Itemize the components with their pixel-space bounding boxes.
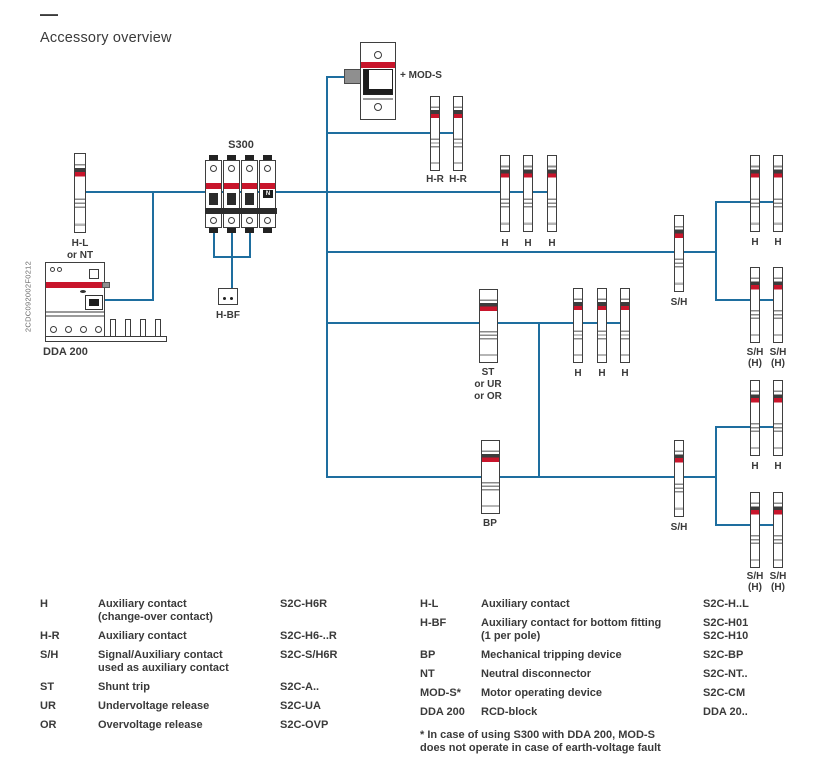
s300-pole-2	[223, 160, 240, 228]
device-hbf	[218, 288, 238, 305]
label-hr-2: H-R	[449, 174, 467, 185]
legend-row	[40, 681, 412, 694]
pole-red-band	[260, 183, 275, 189]
label-sh-rt-sub-2: (H)	[771, 358, 785, 369]
dda-red-band	[46, 282, 104, 288]
legend-code	[703, 706, 812, 719]
legend-desc	[98, 681, 280, 694]
legend-desc-line: used as auxiliary contact	[98, 662, 229, 674]
wire-mods-branch	[327, 76, 345, 78]
wire-hr-branch	[327, 132, 462, 134]
legend-desc-line: (1 per pole)	[481, 630, 541, 642]
legend-code-line: S2C-A..	[280, 681, 320, 693]
label-hbf: H-BF	[216, 310, 240, 321]
legend-abbr	[420, 649, 481, 662]
wire-main-bus	[86, 191, 557, 193]
label-sh-rt-sub-1: (H)	[748, 358, 762, 369]
legend-row	[420, 706, 812, 719]
legend-abbr-line: ST	[40, 681, 55, 693]
legend-abbr-line: MOD-S*	[420, 687, 461, 699]
pole-window	[210, 165, 217, 172]
wire-s300-drop1	[213, 232, 215, 258]
hbf-terminal-dot	[223, 297, 226, 300]
legend-code	[280, 700, 412, 713]
legend-code-line: S2C-H6-..R	[280, 630, 337, 642]
legend-code-line: S2C-OVP	[280, 719, 329, 731]
label-hr-1: H-R	[426, 174, 444, 185]
legend-desc	[481, 668, 703, 681]
wire-right-top-connector	[715, 201, 717, 301]
busbar-prong	[140, 319, 146, 337]
legend-desc	[481, 617, 703, 643]
busbar-rail	[45, 336, 167, 342]
dda-seam	[46, 311, 104, 313]
device-hr-2	[453, 96, 463, 171]
heading-dash: —	[40, 4, 58, 24]
pole-window	[246, 217, 253, 224]
terminal	[227, 228, 236, 233]
busbar-prong	[110, 319, 116, 337]
legend-code-line: S2C-H10	[703, 630, 749, 642]
s300-pole-1	[205, 160, 222, 228]
pole-window	[228, 165, 235, 172]
label-h-rt-1: H	[751, 237, 759, 248]
label-st-3: or OR	[474, 391, 502, 402]
legend-abbr-line: H-BF	[420, 617, 447, 629]
legend-code-line: DDA 20..	[703, 706, 748, 718]
legend-code	[703, 649, 812, 662]
pole-toggle	[227, 193, 236, 205]
legend-code	[703, 617, 812, 643]
legend-code	[280, 681, 412, 694]
legend-table-left	[40, 598, 412, 738]
pole-window	[228, 217, 235, 224]
wire-dda-vertical	[152, 191, 154, 301]
legend-abbr-line: UR	[40, 700, 56, 712]
legend-desc-line: Auxiliary contact for bottom fitting	[481, 617, 662, 629]
legend-abbr	[40, 649, 98, 675]
legend-abbr	[420, 706, 481, 719]
label-bp: BP	[483, 518, 497, 529]
legend-desc-line: Neutral disconnector	[481, 668, 592, 680]
legend-code-line: S2C-BP	[703, 649, 744, 661]
wire-s300-drop3	[249, 232, 251, 258]
legend-desc-line: Auxiliary contact	[98, 598, 187, 610]
device-s300-breaker	[205, 155, 277, 233]
legend-code-line: S2C-NT..	[703, 668, 748, 680]
device-hl-nt	[74, 153, 86, 233]
legend-code-line: S2C-H..L	[703, 598, 749, 610]
pole-red-band	[206, 183, 221, 189]
legend-code-line: S2C-CM	[703, 687, 746, 699]
device-sh-right-bottom-1	[750, 492, 760, 568]
label-h-mid-3: H	[621, 368, 629, 379]
label-h-top-2: H	[524, 238, 532, 249]
legend-code	[280, 719, 412, 732]
legend-code	[703, 668, 812, 681]
legend-row	[420, 598, 812, 611]
device-mods	[360, 42, 396, 120]
footnote-line: * In case of using S300 with DDA 200, MOD-S	[420, 729, 655, 741]
legend-abbr-line: S/H	[40, 649, 59, 661]
label-sh-upper: S/H	[670, 297, 688, 308]
mounting-hole	[374, 103, 382, 111]
document-code-vertical: 2CDC092002F0212	[23, 260, 33, 333]
legend-desc-line: RCD-block	[481, 706, 538, 718]
device-sh-right-bottom-2	[773, 492, 783, 568]
legend-desc	[481, 649, 703, 662]
page-title: Accessory overview	[40, 30, 172, 46]
label-sh-lower: S/H	[670, 522, 688, 533]
device-bp	[481, 440, 500, 514]
legend-code-line: S2C-UA	[280, 700, 321, 712]
label-h-top-1: H	[501, 238, 509, 249]
label-st: ST	[481, 367, 495, 378]
label-sh-rb-2: S/H	[769, 571, 787, 582]
legend-row	[420, 687, 812, 700]
legend-abbr-line: H-R	[40, 630, 60, 642]
device-h-top-2	[523, 155, 533, 232]
terminal-hole	[95, 326, 102, 333]
device-h-right-bottom-2	[773, 380, 783, 456]
legend-desc-line: Auxiliary contact	[98, 630, 187, 642]
device-hr-1	[430, 96, 440, 171]
legend-code-line: S2C-H6R	[280, 598, 328, 610]
device-h-mid-2	[597, 288, 607, 363]
device-sh-right-top-2	[773, 267, 783, 343]
label-sh-rt-2: S/H	[769, 347, 787, 358]
legend-abbr-line: OR	[40, 719, 57, 731]
pole-window	[264, 165, 271, 172]
legend-abbr	[40, 681, 98, 694]
legend-abbr	[40, 700, 98, 713]
legend-desc	[98, 700, 280, 713]
legend-row	[40, 649, 412, 675]
wire-s300-drop2	[231, 232, 233, 289]
s300-pole-3	[241, 160, 258, 228]
hbf-terminal-dot	[230, 297, 233, 300]
legend-abbr-line: DDA 200	[420, 706, 465, 718]
dda-terminal-nub	[102, 282, 110, 288]
legend-desc	[481, 598, 703, 611]
legend-code	[280, 598, 412, 624]
pole-window	[246, 165, 253, 172]
legend-desc	[98, 719, 280, 732]
dda-toggle	[85, 295, 103, 310]
label-sh-rb-1: S/H	[746, 571, 764, 582]
wire-trunk	[326, 76, 328, 478]
mounting-hole	[374, 51, 382, 59]
test-button	[89, 269, 99, 279]
s300-common-bar	[205, 208, 277, 214]
legend-row	[40, 630, 412, 643]
legend-abbr	[40, 719, 98, 732]
footnote-line: does not operate in case of earth-voltage fault	[420, 742, 661, 754]
legend-abbr	[420, 617, 481, 643]
legend-abbr-line: H	[40, 598, 48, 610]
device-dda200	[45, 262, 105, 338]
terminal-hole	[80, 326, 87, 333]
label-sh-rt-1: S/H	[746, 347, 764, 358]
wire-mid-drop	[538, 322, 540, 478]
device-h-top-3	[547, 155, 557, 232]
legend-desc-line: Undervoltage release	[98, 700, 210, 712]
wire-s300-join	[213, 256, 251, 258]
mods-red-band	[361, 62, 395, 68]
device-h-top-1	[500, 155, 510, 232]
legend-row	[40, 719, 412, 732]
legend-desc	[98, 649, 280, 675]
legend-code	[280, 630, 412, 643]
label-s300: S300	[228, 139, 254, 151]
device-h-right-top-2	[773, 155, 783, 232]
device-sh-right-top-1	[750, 267, 760, 343]
legend-row	[420, 617, 812, 643]
legend-desc	[481, 687, 703, 700]
wire-right-bottom-connector	[715, 426, 717, 526]
label-h-mid-2: H	[598, 368, 606, 379]
indicator	[50, 267, 55, 272]
legend-row	[420, 668, 812, 681]
label-hl: H-L	[71, 238, 89, 249]
label-mods: + MOD-S	[400, 70, 442, 81]
busbar-prong	[125, 319, 131, 337]
dda-indicator	[80, 290, 86, 293]
legend-abbr	[40, 598, 98, 624]
device-h-right-top-1	[750, 155, 760, 232]
drive-bar	[364, 89, 392, 94]
dda-seam	[46, 315, 104, 317]
device-h-mid-1	[573, 288, 583, 363]
label-hl-2: or NT	[66, 250, 94, 261]
device-sh-lower	[674, 440, 684, 517]
label-sh-rb-sub-1: (H)	[748, 582, 762, 593]
pole-red-band	[242, 183, 257, 189]
legend-desc	[481, 706, 703, 719]
legend-row	[40, 598, 412, 624]
legend-abbr	[420, 668, 481, 681]
pole-toggle	[245, 193, 254, 205]
legend-table-right	[420, 598, 812, 725]
legend-desc-line: Signal/Auxiliary contact	[98, 649, 223, 661]
legend-code-line: S2C-S/H6R	[280, 649, 338, 661]
legend-desc-line: Auxiliary contact	[481, 598, 570, 610]
legend-desc-line: Motor operating device	[481, 687, 603, 699]
wire-sh-upper-branch	[327, 251, 717, 253]
legend-desc	[98, 598, 280, 624]
legend-code-line: S2C-H01	[703, 617, 749, 629]
terminal-hole	[65, 326, 72, 333]
pole-window	[210, 217, 217, 224]
busbar-prong	[155, 319, 161, 337]
label-h-top-3: H	[548, 238, 556, 249]
legend-code	[703, 598, 812, 611]
label-h-rb-1: H	[751, 461, 759, 472]
legend-abbr	[420, 598, 481, 611]
mods-drive	[363, 69, 393, 95]
device-st-ur-or	[479, 289, 498, 363]
footnote	[420, 729, 661, 755]
legend-abbr-line: H-L	[420, 598, 439, 610]
terminal	[263, 228, 272, 233]
legend-abbr-line: BP	[420, 649, 436, 661]
legend-desc-line: Overvoltage release	[98, 719, 203, 731]
legend-abbr	[40, 630, 98, 643]
label-dda200: DDA 200	[43, 346, 88, 358]
label-st-2: or UR	[474, 379, 502, 390]
label-sh-rb-sub-2: (H)	[771, 582, 785, 593]
legend-abbr	[420, 687, 481, 700]
pole-red-band	[224, 183, 239, 189]
terminal-hole	[50, 326, 57, 333]
legend-desc-line: (change-over contact)	[98, 611, 213, 623]
legend-code	[280, 649, 412, 675]
legend-code	[703, 687, 812, 700]
pole-window	[264, 217, 271, 224]
wire-dda-horizontal	[105, 299, 154, 301]
device-sh-upper	[674, 215, 684, 292]
legend-row	[420, 649, 812, 662]
legend-desc-line: Shunt trip	[98, 681, 150, 693]
wire-bp-branch	[327, 476, 717, 478]
terminal	[245, 228, 254, 233]
legend-row	[40, 700, 412, 713]
terminal	[209, 228, 218, 233]
indicator	[57, 267, 62, 272]
legend-abbr-line: NT	[420, 668, 435, 680]
device-h-right-bottom-1	[750, 380, 760, 456]
neutral-pole-marker: N	[263, 190, 273, 198]
s300-pole-n	[259, 160, 276, 228]
device-h-mid-3	[620, 288, 630, 363]
mods-seam	[363, 98, 393, 100]
pole-toggle	[209, 193, 218, 205]
legend-desc-line: Mechanical tripping device	[481, 649, 622, 661]
legend-desc	[98, 630, 280, 643]
label-h-rt-2: H	[774, 237, 782, 248]
label-h-mid-1: H	[574, 368, 582, 379]
label-h-rb-2: H	[774, 461, 782, 472]
